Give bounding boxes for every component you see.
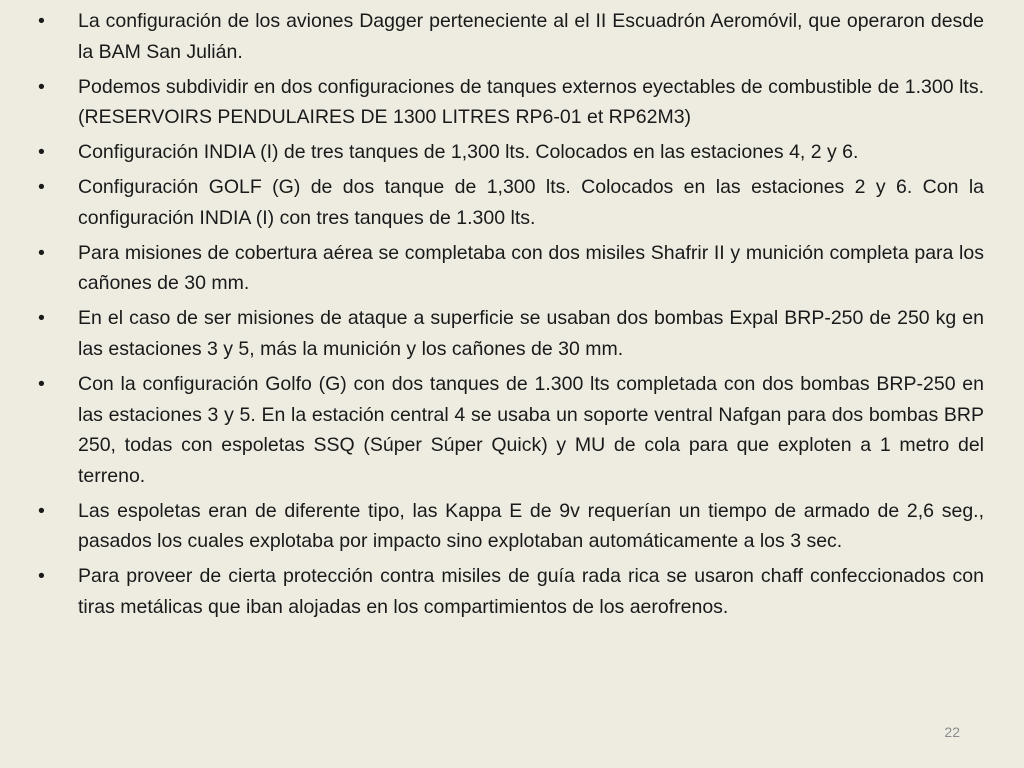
- bullet-icon: •: [38, 10, 45, 32]
- bullet-text: Para proveer de cierta protección contra misiles de guía rada rica se usaron chaff confeccionados con tiras metálicas que iban alojadas en los compartimientos de los aerofrenos.: [78, 565, 984, 618]
- bullet-list: [38, 6, 984, 627]
- bullet-icon: •: [38, 75, 45, 98]
- page-number: 22: [944, 724, 960, 740]
- bullet-item: [38, 6, 984, 67]
- bullet-text: Para misiones de cobertura aérea se completaba con dos misiles Shafrir II y munición completa para los cañones de 30 mm.: [78, 241, 984, 295]
- bullet-item: [38, 561, 984, 622]
- bullet-item: [38, 496, 984, 557]
- bullet-icon: •: [38, 176, 45, 199]
- bullet-item: [38, 72, 984, 133]
- bullet-text: La configuración de los aviones Dagger perteneciente al el II Escuadrón Aeromóvil, que operaron desde la BAM San Julián.: [78, 10, 984, 63]
- bullet-icon: •: [38, 307, 45, 330]
- bullet-item: [38, 238, 984, 299]
- bullet-item: [38, 303, 984, 364]
- bullet-icon: •: [38, 373, 45, 396]
- bullet-icon: •: [38, 241, 45, 264]
- bullet-item: [38, 172, 984, 233]
- bullet-text: Las espoletas eran de diferente tipo, las Kappa E de 9v requerían un tiempo de armado de 2,6 seg., pasados los cuales explotaba por impacto sino explotaban automáticamente a los 3 sec.: [78, 499, 984, 553]
- bullet-icon: •: [38, 565, 45, 588]
- bullet-text: Configuración GOLF (G) de dos tanque de 1,300 lts. Colocados en las estaciones 2 y 6. Con la configuración INDIA (I) con tres tanques de 1.300 lts.: [78, 176, 984, 229]
- bullet-text: En el caso de ser misiones de ataque a superficie se usaban dos bombas Expal BRP-250 de 250 kg en las estaciones 3 y 5, más la munición y los cañones de 30 mm.: [78, 307, 984, 360]
- bullet-icon: •: [38, 499, 45, 522]
- bullet-item: [38, 137, 984, 168]
- bullet-text: Configuración INDIA (I) de tres tanques de 1,300 lts. Colocados en las estaciones 4, 2 y 6.: [78, 141, 859, 164]
- bullet-text: Con la configuración Golfo (G) con dos tanques de 1.300 lts completada con dos bombas BRP-250 en las estaciones 3 y 5. En la estación central 4 se usaba un soporte ventral Nafgan para dos bombas BRP 250, todas con espoletas SSQ (Súper Súper Quick) y MU de cola para que exploten a 1 metro del terreno.: [78, 373, 984, 487]
- bullet-item: [38, 369, 984, 491]
- bullet-text: Podemos subdividir en dos configuraciones de tanques externos eyectables de combustible de 1.300 lts. (RESERVOIRS PENDULAIRES DE 1300 LITRES RP6-01 et RP62M3): [78, 75, 984, 129]
- bullet-icon: •: [38, 141, 45, 164]
